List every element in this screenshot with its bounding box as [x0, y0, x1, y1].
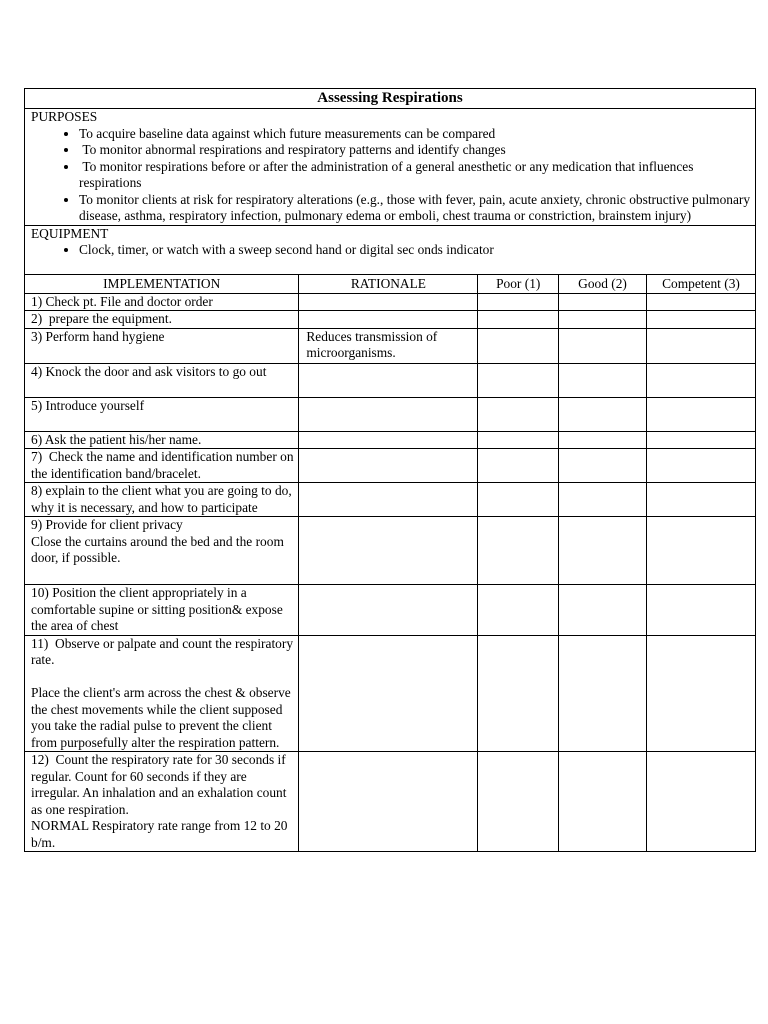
table-header-row	[25, 274, 756, 293]
implementation-cell	[25, 293, 299, 311]
header-poor: Poor (1)	[478, 274, 559, 293]
poor-score-cell[interactable]	[478, 517, 559, 585]
implementation-cell	[25, 363, 299, 397]
document-title: Assessing Respirations	[25, 89, 756, 109]
implementation-cell	[25, 397, 299, 431]
implementation-cell	[25, 328, 299, 363]
header-competent: Competent (3)	[647, 274, 756, 293]
equipment-item: • Clock, timer, or watch with a sweep second hand or digital sec onds indicator	[79, 242, 755, 259]
table-row	[25, 585, 756, 636]
good-score-cell[interactable]	[559, 449, 647, 483]
document	[24, 88, 756, 852]
table-row	[25, 431, 756, 449]
header-implementation: IMPLEMENTATION	[25, 274, 299, 293]
rationale-cell	[299, 449, 478, 483]
step-text: 12) Count the respiratory rate for 30 seconds if regular. Count for 60 seconds if they are irregular. An inhalation and an exhalation count as one respiration.	[31, 752, 290, 817]
table-row	[25, 397, 756, 431]
equipment-section	[25, 225, 756, 274]
competent-score-cell[interactable]	[647, 431, 756, 449]
step-text: 6) Ask the patient his/her name.	[31, 431, 202, 447]
competent-score-cell[interactable]	[647, 483, 756, 517]
rationale-cell	[299, 635, 478, 752]
good-score-cell[interactable]	[559, 635, 647, 752]
competent-score-cell[interactable]	[647, 752, 756, 852]
competent-score-cell[interactable]	[647, 635, 756, 752]
implementation-cell	[25, 517, 299, 585]
good-score-cell[interactable]	[559, 397, 647, 431]
rationale-cell	[299, 311, 478, 329]
competent-score-cell[interactable]	[647, 517, 756, 585]
implementation-cell	[25, 431, 299, 449]
poor-score-cell[interactable]	[478, 431, 559, 449]
purpose-item: • To monitor abnormal respirations and respiratory patterns and identify changes	[79, 142, 755, 159]
good-score-cell[interactable]	[559, 363, 647, 397]
good-score-cell[interactable]	[559, 311, 647, 329]
implementation-cell	[25, 449, 299, 483]
rationale-cell	[299, 431, 478, 449]
rationale-cell: Reduces transmission of microorganisms.	[299, 328, 478, 363]
poor-score-cell[interactable]	[478, 293, 559, 311]
implementation-cell	[25, 752, 299, 852]
implementation-cell	[25, 635, 299, 752]
poor-score-cell[interactable]	[478, 311, 559, 329]
step-text: 11) Observe or palpate and count the respiratory rate.	[31, 635, 297, 667]
procedure-table	[24, 88, 756, 852]
purpose-item: • To monitor respirations before or after the administration of a general anesthetic or any medication that influences respirations	[79, 159, 755, 192]
competent-score-cell[interactable]	[647, 293, 756, 311]
equipment-list	[31, 242, 755, 259]
purpose-item: • To acquire baseline data against which future measurements can be compared	[79, 126, 755, 143]
step-text: 5) Introduce yourself	[31, 397, 145, 413]
poor-score-cell[interactable]	[478, 752, 559, 852]
step-detail-text: Place the client's arm across the chest & observe the chest movements while the client supposed you take the radial pulse to prevent the client from purposefully alter the respiration pattern.	[31, 685, 295, 750]
competent-score-cell[interactable]	[647, 311, 756, 329]
rationale-cell	[299, 397, 478, 431]
rationale-cell	[299, 752, 478, 852]
good-score-cell[interactable]	[559, 483, 647, 517]
implementation-cell	[25, 483, 299, 517]
table-row	[25, 311, 756, 329]
equipment-label: EQUIPMENT	[31, 225, 109, 241]
header-good: Good (2)	[559, 274, 647, 293]
purposes-section	[25, 109, 756, 226]
competent-score-cell[interactable]	[647, 397, 756, 431]
purpose-item: • To monitor clients at risk for respiratory alterations (e.g., those with fever, pain, acute anxiety, chronic obstructive pulmonary disease, asthma, respiratory infection, pulmonary edema or emboli, chest trauma or constriction, brainstem injury)	[79, 192, 755, 225]
rationale-cell	[299, 483, 478, 517]
good-score-cell[interactable]	[559, 293, 647, 311]
table-row	[25, 752, 756, 852]
rationale-cell	[299, 293, 478, 311]
table-row	[25, 517, 756, 585]
step-spacer	[31, 669, 298, 686]
table-row	[25, 328, 756, 363]
header-rationale: RATIONALE	[299, 274, 478, 293]
poor-score-cell[interactable]	[478, 363, 559, 397]
step-text: 9) Provide for client privacy	[31, 517, 183, 532]
step-text: 2) prepare the equipment.	[31, 311, 172, 326]
poor-score-cell[interactable]	[478, 328, 559, 363]
implementation-cell	[25, 311, 299, 329]
table-row	[25, 293, 756, 311]
table-row	[25, 483, 756, 517]
step-text: 10) Position the client appropriately in a comfortable supine or sitting position& expose the area of chest	[31, 585, 287, 633]
good-score-cell[interactable]	[559, 328, 647, 363]
table-row	[25, 635, 756, 752]
step-text: 7) Check the name and identification number on the identification band/bracelet.	[31, 449, 297, 481]
good-score-cell[interactable]	[559, 752, 647, 852]
good-score-cell[interactable]	[559, 585, 647, 636]
rationale-cell	[299, 517, 478, 585]
table-row	[25, 449, 756, 483]
competent-score-cell[interactable]	[647, 585, 756, 636]
poor-score-cell[interactable]	[478, 397, 559, 431]
poor-score-cell[interactable]	[478, 585, 559, 636]
poor-score-cell[interactable]	[478, 635, 559, 752]
rationale-cell	[299, 363, 478, 397]
step-text: 3) Perform hand hygiene	[31, 328, 165, 344]
good-score-cell[interactable]	[559, 431, 647, 449]
competent-score-cell[interactable]	[647, 328, 756, 363]
step-detail-text: NORMAL Respiratory rate range from 12 to 20 b/m.	[31, 818, 291, 850]
table-row	[25, 363, 756, 397]
purposes-label: PURPOSES	[31, 109, 98, 124]
poor-score-cell[interactable]	[478, 483, 559, 517]
poor-score-cell[interactable]	[478, 449, 559, 483]
step-text: 8) explain to the client what you are going to do, why it is necessary, and how to participate	[31, 483, 296, 515]
step-detail-text: Close the curtains around the bed and the room door, if possible.	[31, 533, 288, 565]
step-text: 1) Check pt. File and doctor order	[31, 293, 213, 309]
purposes-list	[31, 126, 755, 225]
competent-score-cell[interactable]	[647, 449, 756, 483]
competent-score-cell[interactable]	[647, 363, 756, 397]
rationale-cell	[299, 585, 478, 636]
step-text: 4) Knock the door and ask visitors to go out	[31, 363, 267, 379]
implementation-cell	[25, 585, 299, 636]
good-score-cell[interactable]	[559, 517, 647, 585]
